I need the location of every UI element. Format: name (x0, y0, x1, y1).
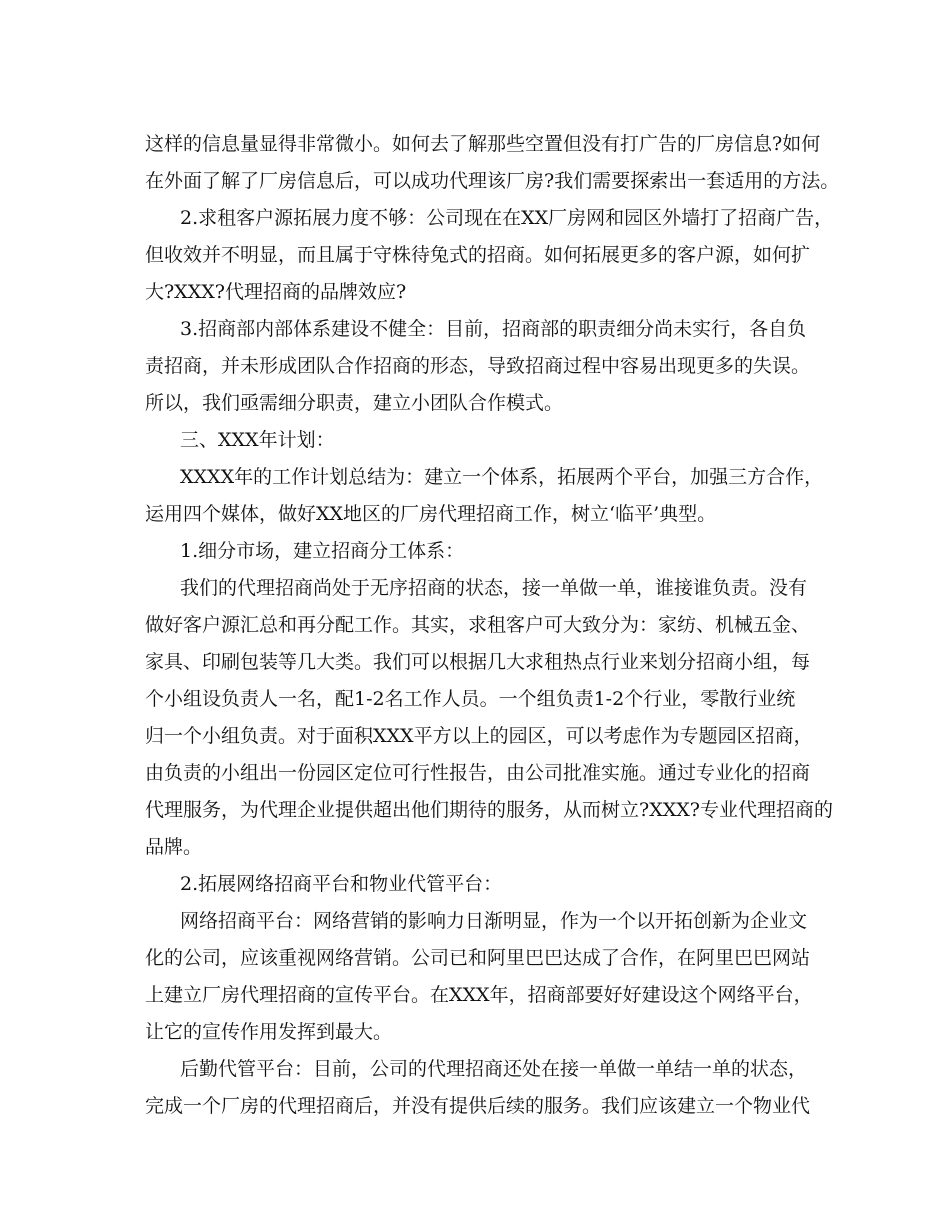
text-line: 在外面了解了厂房信息后，可以成功代理该厂房?我们需要探索出一套适用的方法。 (145, 170, 840, 192)
text-line: 家具、印刷包装等几大类。我们可以根据几大求租热点行业来划分招商小组，每 (145, 651, 811, 673)
text-line: 品牌。 (145, 836, 203, 858)
text-line: 让它的宣传作用发挥到最大。 (145, 1021, 393, 1043)
text-line: 网络招商平台：网络营销的影响力日渐明显，作为一个以开拓创新为企业文 (180, 910, 808, 932)
text-line: 代理服务，为代理企业提供超出他们期待的服务，从而树立?XXX?专业代理招商的 (145, 799, 833, 821)
text-line: 个小组设负责人一名，配1-2名工作人员。一个组负责1-2个行业，零散行业统 (145, 688, 796, 710)
section-heading: 三、XXX年计划： (180, 429, 335, 451)
text-line: 运用四个媒体，做好XX地区的厂房代理招商工作，树立‘临平’典型。 (145, 503, 717, 525)
text-line: 所以，我们亟需细分职责，建立小团队合作模式。 (145, 392, 564, 414)
text-line: XXXX年的工作计划总结为：建立一个体系，拓展两个平台，加强三方合作， (180, 466, 824, 488)
text-line: 由负责的小组出一份园区定位可行性报告，由公司批准实施。通过专业化的招商 (145, 762, 811, 784)
text-line: 化的公司，应该重视网络营销。公司已和阿里巴巴达成了合作，在阿里巴巴网站 (145, 947, 811, 969)
text-line: 归一个小组负责。对于面积XXX平方以上的园区，可以考虑作为专题园区招商， (145, 725, 813, 747)
text-line: 但收效并不明显，而且属于守株待兔式的招商。如何拓展更多的客户源，如何扩 (145, 244, 811, 266)
text-line: 责招商，并未形成团队合作招商的形态，导致招商过程中容易出现更多的失误。 (145, 355, 811, 377)
text-line: 后勤代管平台：目前，公司的代理招商还处在接一单做一单结一单的状态， (180, 1058, 808, 1080)
text-line: 我们的代理招商尚处于无序招商的状态，接一单做一单，谁接谁负责。没有 (180, 577, 808, 599)
text-line: 做好客户源汇总和再分配工作。其实，求租客户可大致分为：家纺、机械五金、 (145, 614, 811, 636)
subsection-heading: 1.细分市场，建立招商分工体系： (180, 540, 465, 562)
text-line: 这样的信息量显得非常微小。如何去了解那些空置但没有打广告的厂房信息?如何 (145, 133, 821, 155)
subsection-heading: 2.拓展网络招商平台和物业代管平台： (180, 873, 503, 895)
text-line: 3.招商部内部体系建设不健全：目前，招商部的职责细分尚未实行，各自负 (180, 318, 807, 340)
text-line: 2.求租客户源拓展力度不够：公司现在在XX厂房网和园区外墙打了招商广告， (180, 207, 834, 229)
text-line: 完成一个厂房的代理招商后，并没有提供后续的服务。我们应该建立一个物业代 (145, 1095, 811, 1117)
text-line: 大?XXX?代理招商的品牌效应? (145, 281, 407, 303)
text-line: 上建立厂房代理招商的宣传平台。在XXX年，招商部要好好建设这个网络平台， (145, 984, 813, 1006)
